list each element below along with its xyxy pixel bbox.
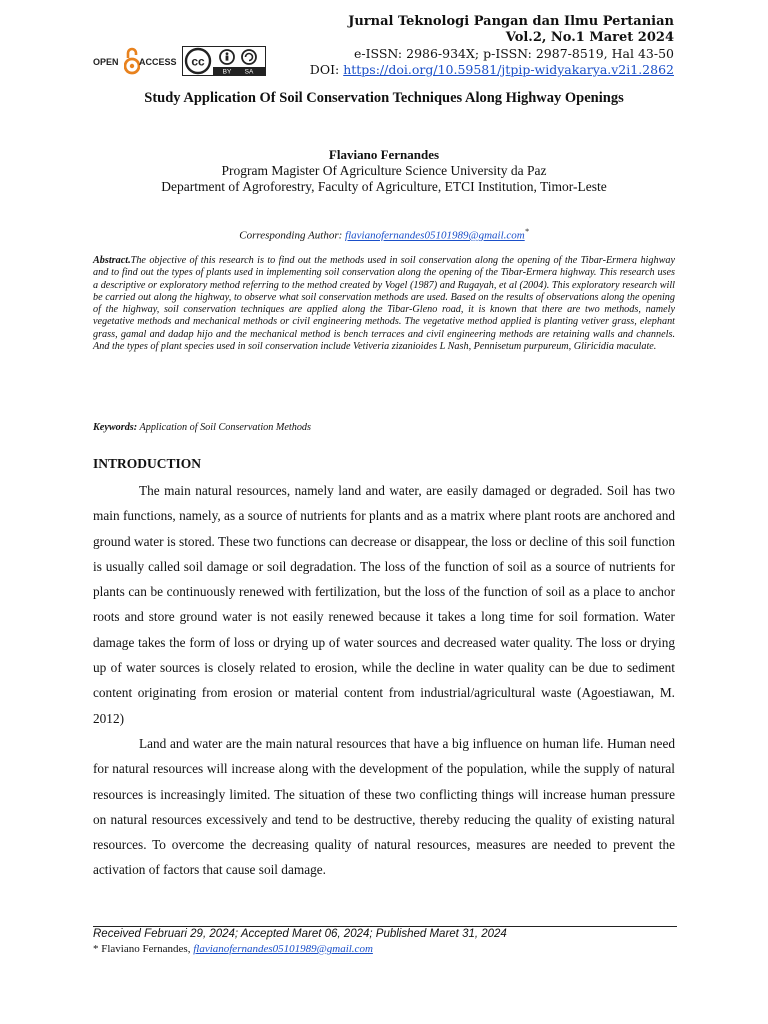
open-access-left-text: OPEN xyxy=(93,57,119,67)
cc-mark-text: cc xyxy=(191,54,205,69)
footnote-email-link[interactable]: flavianofernandes05101989@gmail.com xyxy=(193,943,373,955)
corr-label: Corresponding Author: xyxy=(239,229,346,242)
cc-by-text: BY xyxy=(222,68,232,75)
corresponding-author xyxy=(100,227,668,242)
author-footnote xyxy=(93,943,373,955)
open-access-right-text: ACCESS xyxy=(139,57,177,67)
cc-license-icon xyxy=(183,47,265,75)
journal-issn: e-ISSN: 2986-934X; p-ISSN: 2987-8519, Hal 43-50 xyxy=(353,46,674,61)
abstract-text: The objective of this research is to find out the methods used in soil conservation along the opening of the Tibar-Ermera highway and to find out the types of plants used in implementing soil conservation along the opening of the Tibar-Ermera highway. This research uses a descriptive or exploratory method referring to the method created by Vogel (1987) and Rugayah, et al (2004). This exploratory research will be carried out along the highway, to observe what soil conservation methods are used. Based on the results of observations along the opening of the highway, soil conservation techniques are applied along the Tibar-Gleno road, it is known that there are two methods, namely vegetative methods and mechanical methods or civil engineering methods. The vegetative method applied is planting vetiver grass, elephant grass, gamal and dadap hijo and the mechanical method is bench terraces and civil engineering methods are retaining walls and channels. And the types of plant species used in soil conservation include Vetiveria zizanioides L Nash, Pennisetum purpureum, Gliricidia maculate. xyxy=(93,255,675,353)
open-access-logo xyxy=(93,46,177,76)
open-access-lock-icon xyxy=(124,46,140,76)
abstract-label: Abstract. xyxy=(93,255,131,266)
keywords-label: Keywords: xyxy=(93,422,138,433)
corr-mark: * xyxy=(524,227,529,236)
cc-sa-text: SA xyxy=(244,68,254,75)
cc-by-sa-badge xyxy=(182,46,266,76)
journal-title: Jurnal Teknologi Pangan dan Ilmu Pertanian xyxy=(348,14,674,29)
journal-volume: Vol.2, No.1 Maret 2024 xyxy=(505,30,674,45)
section-heading: INTRODUCTION xyxy=(93,456,202,471)
paragraph: Land and water are the main natural resources that have a big influence on human life. Human need for natural resources will increase along with the development of the population, while the supply of natural resources is increasingly limited. The situation of these two conflicting things will increase human pressure on natural resources excessively and tend to be destructive, thereby reducing the quality of existing natural resources. To overcome the decreasing quality of natural resources, measures are needed to prevent the activation of factors that cause soil damage. xyxy=(93,735,675,878)
keywords-text: Application of Soil Conservation Methods xyxy=(137,422,311,433)
doi-link[interactable]: https://doi.org/10.59581/jtpip-widyakarya.v2i1.2862 xyxy=(343,62,674,77)
footer-divider xyxy=(93,926,677,927)
doi-label: DOI: xyxy=(309,62,344,77)
body-text xyxy=(93,478,675,883)
paragraph: The main natural resources, namely land and water, are easily damaged or degraded. Soil has two main functions, namely, as a source of nutrients for plants and as a matrix where plant roots are anchored and ground water is stored. These two functions can decrease or disappear, the loss or decline of this soil function is usually called soil damage or soil degradation. The loss of the function of soil as a source of nutrients for plants can be continuously renewed with fertilization, but the loss of the function of soil as a place to anchor roots and store ground water is not easily renewed because it takes a long time for soil formation. Water damage takes the form of loss or drying up of water sources and decreased water quality. The loss or drying up of water sources is closely related to erosion, while the decline in water quality can be due to sediment content originating from erosion or material content from industrial/agricultural waste (Agoestiawan, M. 2012) xyxy=(93,483,675,726)
journal-header xyxy=(310,14,674,78)
paper-title: Study Application Of Soil Conservation Techniques Along Highway Openings xyxy=(144,90,624,106)
journal-doi xyxy=(310,62,674,78)
footnote-prefix: * Flaviano Fernandes, xyxy=(93,943,194,955)
author-block xyxy=(100,147,668,195)
author-name: Flaviano Fernandes xyxy=(328,147,440,162)
affiliation-2: Department of Agroforestry, Faculty of Agriculture, ETCI Institution, Timor-Leste xyxy=(161,179,607,194)
corr-email-link[interactable]: flavianofernandes05101989@gmail.com xyxy=(345,229,525,242)
abstract xyxy=(93,255,675,353)
received-dates: Received Februari 29, 2024; Accepted Maret 06, 2024; Published Maret 31, 2024 xyxy=(93,928,507,940)
keywords xyxy=(93,422,675,433)
affiliation-1: Program Magister Of Agriculture Science University da Paz xyxy=(221,163,547,178)
